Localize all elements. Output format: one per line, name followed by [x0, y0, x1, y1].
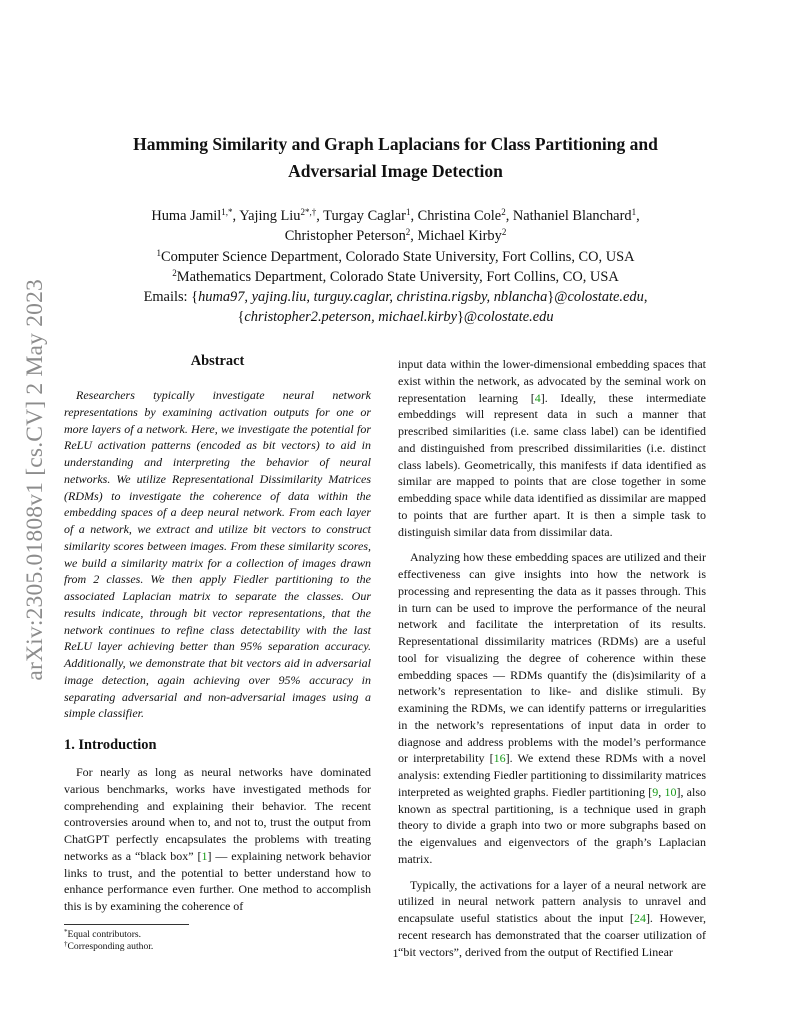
- email-at: }@: [547, 289, 568, 306]
- email-line-2: [70, 307, 721, 327]
- citation-link[interactable]: 24: [633, 911, 646, 925]
- author-affil-mark: 2: [501, 227, 507, 238]
- section-heading-introduction: 1. Introduction: [64, 737, 157, 753]
- citation-link[interactable]: 1: [201, 848, 208, 863]
- author-line-1: [70, 206, 721, 226]
- footnote-divider: [64, 924, 189, 925]
- email-open-brace: {: [237, 309, 245, 326]
- footnote-text: Equal contributors.: [67, 928, 142, 940]
- email-list: christopher2.peterson, michael.kirby: [244, 309, 458, 326]
- footnote-text: Corresponding author.: [67, 940, 154, 952]
- author-name: , Yajing Liu: [232, 208, 301, 224]
- author-block: [70, 206, 721, 328]
- author-affil-mark: 1: [631, 207, 637, 217]
- affiliation-2: [70, 267, 721, 287]
- arxiv-stamp: [20, 270, 50, 690]
- footnote-equal-contrib: [64, 929, 371, 941]
- author-name: , Christina Cole: [410, 208, 502, 224]
- paragraph-text: Typically, the activations for a layer of a neural network are utilized in neural network pattern analysis to unravel and encapsulate useful statistics about the input [: [398, 877, 706, 925]
- left-column: [64, 352, 371, 953]
- author-affil-mark: 1,*: [221, 207, 233, 217]
- author-name: , Nathaniel Blanchard: [505, 208, 632, 224]
- paragraph-text: Analyzing how these embedding spaces are utilized and their effectiveness can give insights into how the network is processing and representing the data as it passes through. This in turn can be used to improve the performance of the neural network and facilitate the interpretation of its results. Representational dissimilarity matrices (RDMs) are a useful tool for visualizing the degree of coherence within these embedding spaces — RDMs quantify the (dis)similarity of a network’s representation to like- and dislike stimuli. By examining the RDMs, we can identify patterns or irregularities in the network’s representations of input data in order to diagnose and address problems with the model’s performance or interpretability [: [398, 550, 706, 766]
- email-at: }@: [457, 309, 478, 326]
- email-list: huma97, yajing.liu, turguy.caglar, christina.rigsby, nblancha: [198, 289, 548, 306]
- author-name: Huma Jamil: [151, 208, 222, 224]
- citation-link[interactable]: 16: [493, 751, 506, 766]
- author-affil-mark: 2: [405, 227, 411, 238]
- affiliation-mark: 2: [172, 267, 177, 278]
- body-paragraph: [398, 549, 706, 867]
- paper-title: Hamming Similarity and Graph Laplacians for Class Partitioning and Adversarial Image Detection: [133, 134, 658, 181]
- author-separator: ,: [636, 208, 640, 224]
- email-line-1: [70, 287, 721, 307]
- footnote-mark: *: [64, 927, 68, 936]
- citation-link[interactable]: 4: [534, 390, 541, 405]
- footnote-mark: †: [64, 939, 68, 948]
- author-name: , Michael Kirby: [410, 228, 502, 245]
- affiliation-text: Computer Science Department, Colorado State University, Fort Collins, CO, USA: [161, 248, 635, 265]
- author-name: Christopher Peterson: [284, 228, 406, 245]
- citation-link[interactable]: 10: [664, 784, 677, 799]
- email-domain: colostate.edu: [567, 289, 644, 306]
- body-paragraph: [398, 356, 706, 540]
- arxiv-id: arXiv:2305.01808v1 [cs.CV] 2 May 2023: [21, 279, 48, 681]
- email-separator: ,: [643, 289, 648, 306]
- email-prefix: Emails: {: [143, 289, 199, 306]
- paragraph-text: ]. We extend these RDMs with a novel analysis: extending Fiedler partitioning to dissimilarity matrices interpreted as weighted graphs. Fiedler partitioning [: [398, 751, 706, 799]
- paragraph-text: ] — explaining network behavior links to trust, and the potential to better understand how to enhance performance even further. One method to accomplish this is by examining the coherence of: [64, 848, 371, 913]
- affiliation-text: Mathematics Department, Colorado State University, Fort Collins, CO, USA: [176, 268, 619, 285]
- paragraph-text: ]. Ideally, these intermediate embeddings will represent data in such a manner that prescribed similarities (i.e. same class label) can be identified and distinguished from prescribed dissimilarities (i.e. distinct class labels). Geometrically, this manifests if data identified as similar are mapped to points that are close together in some embedding space while data identified as dissimilar are mapped to points that are further apart. It is then a simple task to distinguish similar data from dissimilar data.: [398, 390, 706, 539]
- author-line-2: [70, 226, 721, 246]
- author-affil-mark: 2*,†: [300, 207, 317, 217]
- email-domain: colostate.edu: [477, 309, 554, 326]
- abstract-heading: Abstract: [190, 353, 245, 369]
- right-column: [398, 356, 706, 969]
- intro-paragraph: [64, 764, 371, 915]
- paragraph-text: ]. However, recent research has demonstrated that the coarser utilization of “bit vectors”, derived from the output of Rectified Linear: [398, 911, 706, 959]
- citation-link[interactable]: 9: [652, 784, 659, 799]
- affiliation-1: [70, 247, 721, 267]
- paragraph-text: For nearly as long as neural networks have dominated various benchmarks, works have investigated methods for comprehending and explaining their behavior. The recent controversies around when to, and not to, trust the output from ChatGPT perfectly encapsulates the problems with treating networks as a “black box” [: [64, 765, 371, 863]
- citation-separator: ,: [658, 784, 665, 799]
- author-affil-mark: 2: [501, 207, 506, 217]
- author-name: , Turgay Caglar: [316, 208, 406, 224]
- affiliation-mark: 1: [156, 247, 161, 258]
- paragraph-text: ], also known as spectral partitioning, is a technique used in graph theory to divide a graph into two or more subgraphs based on the eigenvalues and eigenvectors of the graph’s Laplacian matrix.: [398, 784, 706, 866]
- abstract-text: Researchers typically investigate neural network representations by examining activation outputs for one or more layers of a network. Here, we investigate the potential for ReLU activation patterns (encoded as bit vectors) to aid in understanding and interpreting the behavior of neural networks. We utilize Representational Dissimilarity Matrices (RDMs) to investigate the coherence of data within the embedding spaces of a deep neural network. From each layer of a network, we extract and utilize bit vectors to construct similarity scores between images. From these similarity scores, we build a similarity matrix for a collection of images drawn from 2 classes. We then apply Fiedler partitioning to the associated Laplacian matrix to separate the classes. Our results indicate, through bit vector representations, that the network continues to refine class detectability with the last ReLU layer achieving better than 95% separation accuracy. Additionally, we demonstrate that bit vectors aid in adversarial image detection, again achieving over 95% accuracy in separating adversarial and non-adversarial images using a simple classifier.: [64, 388, 371, 721]
- page-number: 1: [392, 946, 399, 960]
- author-affil-mark: 1: [405, 207, 411, 217]
- paragraph-text: input data within the lower-dimensional embedding spaces that exist within the network, as advocated by the seminal work on representation learning [: [398, 357, 706, 405]
